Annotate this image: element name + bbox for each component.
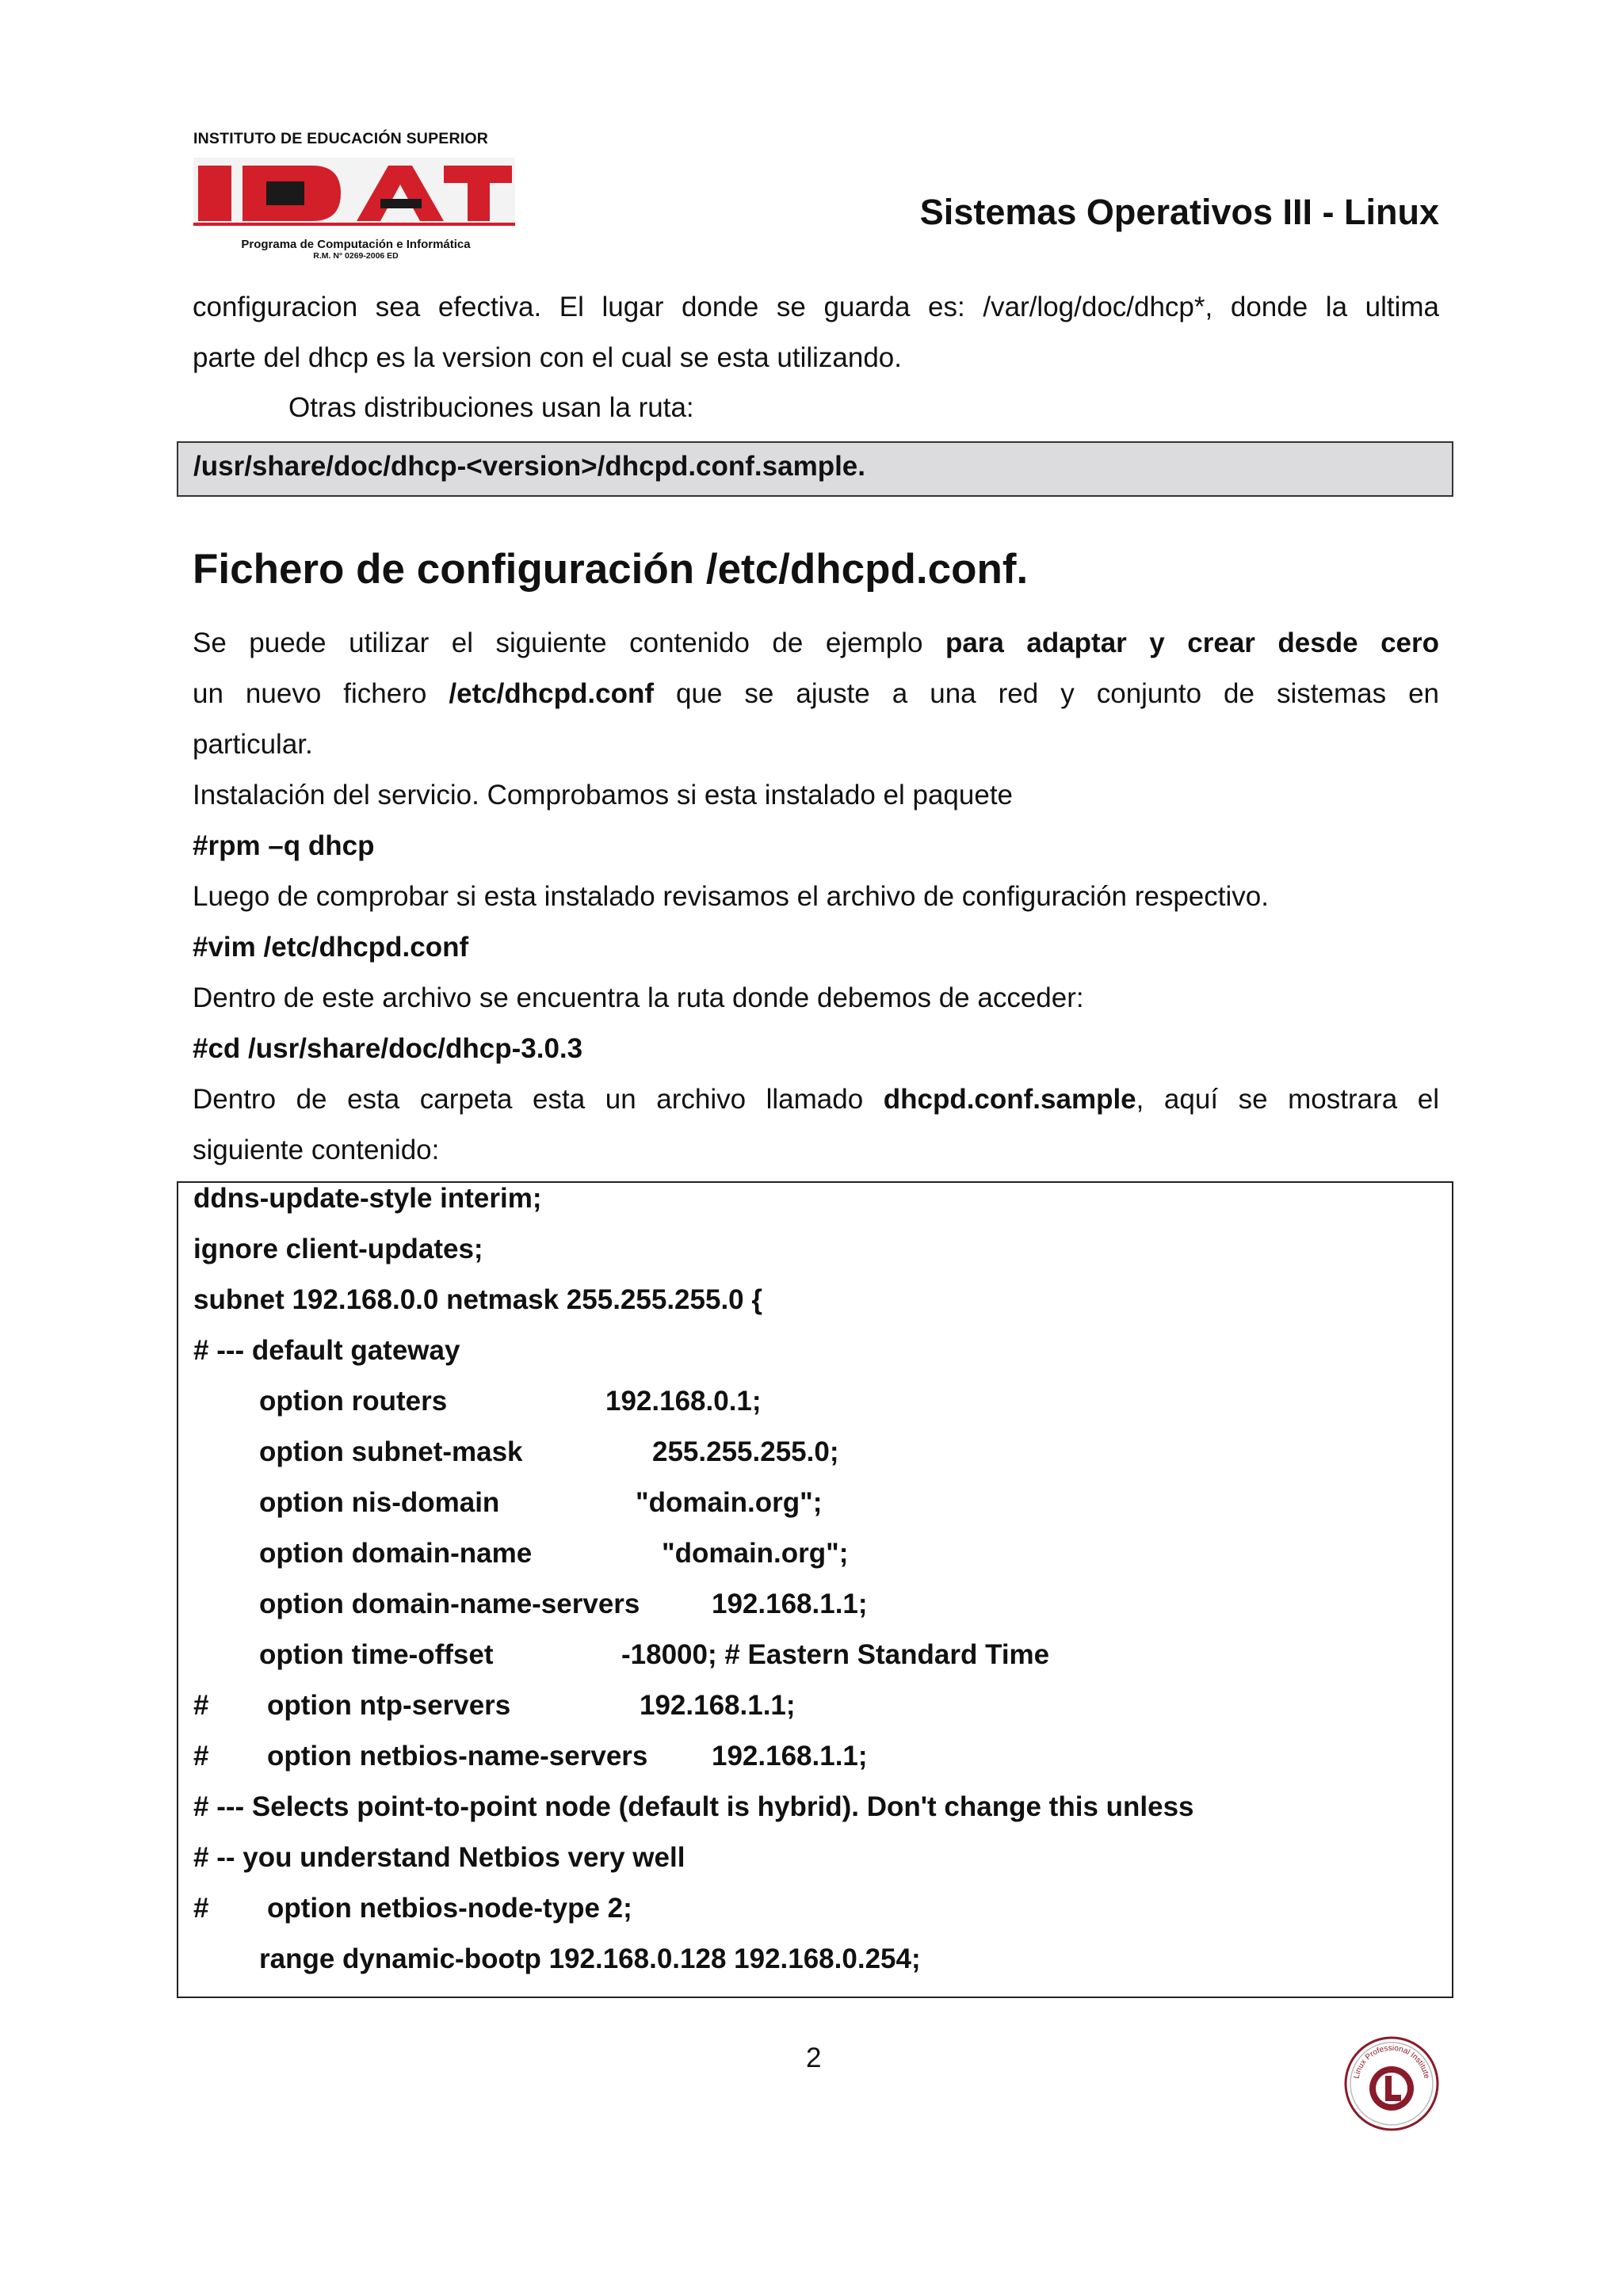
code-line: # --- Selects point-to-point node (default is hybrid). Don't change this unless [193,1791,1194,1822]
body-line-2-a: un nuevo fichero [193,678,427,709]
idat-logo [193,130,518,276]
code-line: range dynamic-bootp 192.168.0.128 192.168.0.254; [259,1943,921,1974]
code-line: ignore client-updates; [193,1234,483,1264]
logo-bottom-text: Programa de Computación e Informática [241,238,471,251]
page-number: 2 [806,2042,822,2073]
body-line-1 [193,618,1439,669]
logo-mark [193,154,518,235]
code-line: ddns-update-style interim; [193,1183,542,1214]
body-line-1-b: para adaptar y crear desde cero [945,627,1439,658]
code-key: option domain-name-servers [259,1589,640,1619]
code-key: option routers [259,1386,448,1417]
body-line-1-a: Se puede utilizar el siguiente contenido de ejemplo [193,627,923,658]
body-line-7 [193,1074,1439,1125]
logo-mark-text: IDAT [353,202,356,203]
body-line-2-c: que se ajuste a una red y conjunto de sistemas en [676,678,1440,709]
code-key: option domain-name [259,1538,533,1569]
intro-line-3: Otras distribuciones usan la ruta: [288,392,694,423]
code-line: # -- you understand Netbios very well [193,1842,685,1873]
code-line: # --- default gateway [193,1335,460,1366]
code-value: "domain.org"; [636,1487,823,1518]
code-key: option nis-domain [259,1487,500,1518]
lpi-seal-icon [1342,2035,1441,2133]
header-title: Sistemas Operativos III - Linux [919,192,1439,232]
code-comment-hash: # [193,1893,209,1924]
code-value: 255.255.255.0; [652,1436,839,1467]
body-line-2 [193,669,1439,719]
code-key: option subnet-mask [259,1436,523,1467]
code-comment-hash: # [193,1690,209,1721]
path-box-text: /usr/share/doc/dhcp-<version>/dhcpd.conf.sample. [193,451,865,482]
logo-bottom-sub: R.M. N° 0269-2006 ED [313,251,399,261]
code-key: option time-offset [259,1639,494,1670]
code-key: option netbios-name-servers [267,1741,648,1772]
body-line-7-b: dhcpd.conf.sample [883,1084,1136,1115]
code-listing [177,1181,1453,1998]
logo-top-text: INSTITUTO DE EDUCACIÓN SUPERIOR [193,130,489,147]
command-vim: #vim /etc/dhcpd.conf [193,932,469,963]
seal-text: Linux Professional Institute [1352,2043,1431,2080]
body-line-4: Instalación del servicio. Comprobamos si esta instalado el paquete [193,780,1014,810]
code-comment-hash: # [193,1741,209,1772]
body-line-7-c: , aquí se mostrara el [1136,1084,1439,1115]
command-cd: #cd /usr/share/doc/dhcp-3.0.3 [193,1033,583,1064]
code-value: 192.168.1.1; [640,1690,796,1721]
code-value: -18000; # Eastern Standard Time [621,1639,1050,1670]
body-line-3: particular. [193,729,313,760]
body-line-8: siguiente contenido: [193,1135,440,1165]
code-value: 192.168.1.1; [712,1589,868,1619]
code-line: subnet 192.168.0.0 netmask 255.255.255.0 { [193,1284,762,1315]
code-value: 192.168.0.1; [605,1386,762,1417]
body-line-2-b: /etc/dhcpd.conf [449,678,654,709]
code-key: option ntp-servers [267,1690,511,1721]
path-box [177,441,1453,497]
intro-line-1: configuracion sea efectiva. El lugar donde se guarda es: /var/log/doc/dhcp*, donde la ultima [193,292,1439,322]
code-value: 192.168.1.1; [712,1741,868,1772]
body-line-7-a: Dentro de esta carpeta esta un archivo llamado [193,1084,864,1115]
body-line-6: Dentro de este archivo se encuentra la ruta donde debemos de acceder: [193,982,1084,1013]
body-line-5: Luego de comprobar si esta instalado revisamos el archivo de configuración respectivo. [193,881,1269,912]
intro-line-2: parte del dhcp es la version con el cual se esta utilizando. [193,342,902,373]
command-rpm: #rpm –q dhcp [193,830,375,861]
code-key: option netbios-node-type 2; [267,1893,632,1924]
section-title: Fichero de configuración /etc/dhcpd.conf. [193,546,1029,593]
code-value: "domain.org"; [662,1538,849,1569]
